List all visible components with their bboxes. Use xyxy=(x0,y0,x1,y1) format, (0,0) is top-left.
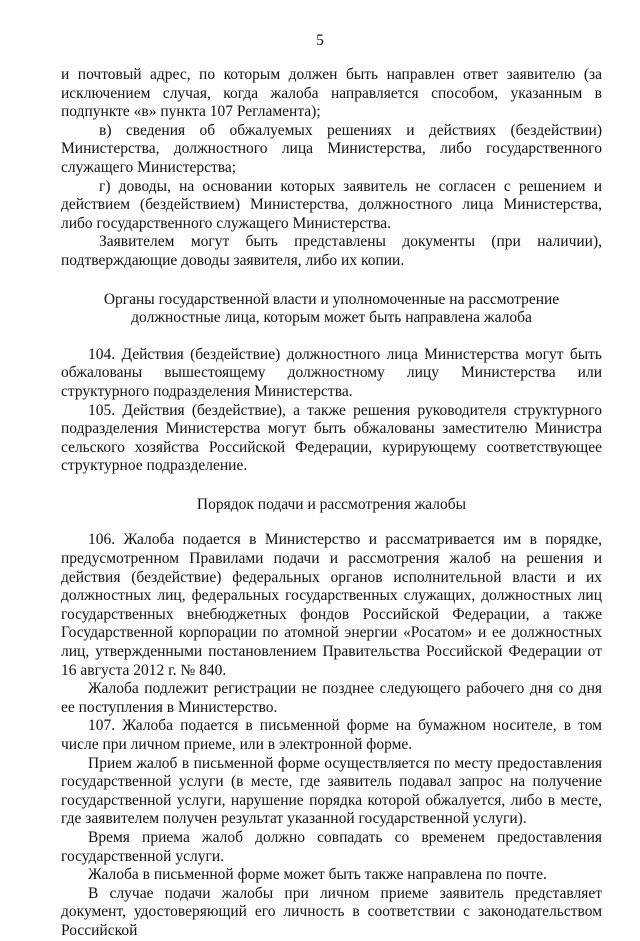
paragraph-106: 106. Жалоба подается в Министерство и рассматривается им в порядке, предусмотренном Правилами подачи и рассмотрения жалоб на решения и действия (бездействие) федеральных органов исполнительной власти и их должностных лиц, федеральных государственных служащих, должностных лиц государственных внебюджетных фондов Российской Федерации, а также Государственной корпорации по атомной энергии «Росатом» и ее должностных лиц, утвержденными постановлением Правительства Российской Федерации от 16 августа 2012 г. № 840. xyxy=(61,531,602,679)
paragraph-107: 107. Жалоба подается в письменной форме на бумажном носителе, в том числе при личном приеме, или в электронной форме. xyxy=(61,717,602,753)
paragraph-documents: Заявителем могут быть представлены документы (при наличии), подтверждающие доводы заявителя, либо их копии. xyxy=(61,233,602,269)
paragraph-reception-place: Прием жалоб в письменной форме осуществляется по месту предоставления государственной услуги (в месте, где заявитель подавал запрос на получение государственной услуги, нарушение порядка которой обжалуется, либо в месте, где заявителем получен результат указанной государственной услуги). xyxy=(61,754,602,828)
document-body xyxy=(61,66,602,941)
section-heading-authorities-line1: Органы государственной власти и уполномоченные на рассмотрение xyxy=(103,290,560,308)
section-heading-authorities xyxy=(61,291,602,328)
page-number: 5 xyxy=(316,32,324,49)
paragraph-105: 105. Действия (бездействие), а также решения руководителя структурного подразделения Министерства могут быть обжалованы заместителю Министра сельского хозяйства Российской Федерации, курирующему соответствующее структурное подразделение. xyxy=(61,401,602,475)
section-heading-authorities-line2: должностные лица, которым может быть направлена жалоба xyxy=(131,309,532,327)
paragraph-item-g: г) доводы, на основании которых заявитель не согласен с решением и действием (бездействием) Министерства, должностного лица Министерства, либо государственного служащего Министерства. xyxy=(61,177,602,232)
paragraph-continued: и почтовый адрес, по которым должен быть направлен ответ заявителю (за исключением случая, когда жалоба направляется способом, указанным в подпункте «в» пункта 107 Регламента); xyxy=(61,66,602,121)
paragraph-post: Жалоба в письменной форме может быть также направлена по почте. xyxy=(88,866,547,884)
section-heading-procedure: Порядок подачи и рассмотрения жалобы xyxy=(196,495,467,513)
paragraph-reception-time: Время приема жалоб должно совпадать со временем предоставления государственной услуги. xyxy=(61,828,602,865)
paragraph-personal-reception: В случае подачи жалобы при личном приеме заявитель представляет документ, удостоверяющий его личность в соответствии с законодательством Российской xyxy=(61,884,602,939)
paragraph-item-v: в) сведения об обжалуемых решениях и действиях (бездействии) Министерства, должностного лица Министерства, либо государственного служащего Министерства; xyxy=(61,121,602,176)
paragraph-registration: Жалоба подлежит регистрации не позднее следующего рабочего дня со дня ее поступления в Министерство. xyxy=(61,680,602,716)
paragraph-104: 104. Действия (бездействие) должностного лица Министерства могут быть обжалованы вышестоящему должностному лицу Министерства или структурного подразделения Министерства. xyxy=(61,345,602,400)
